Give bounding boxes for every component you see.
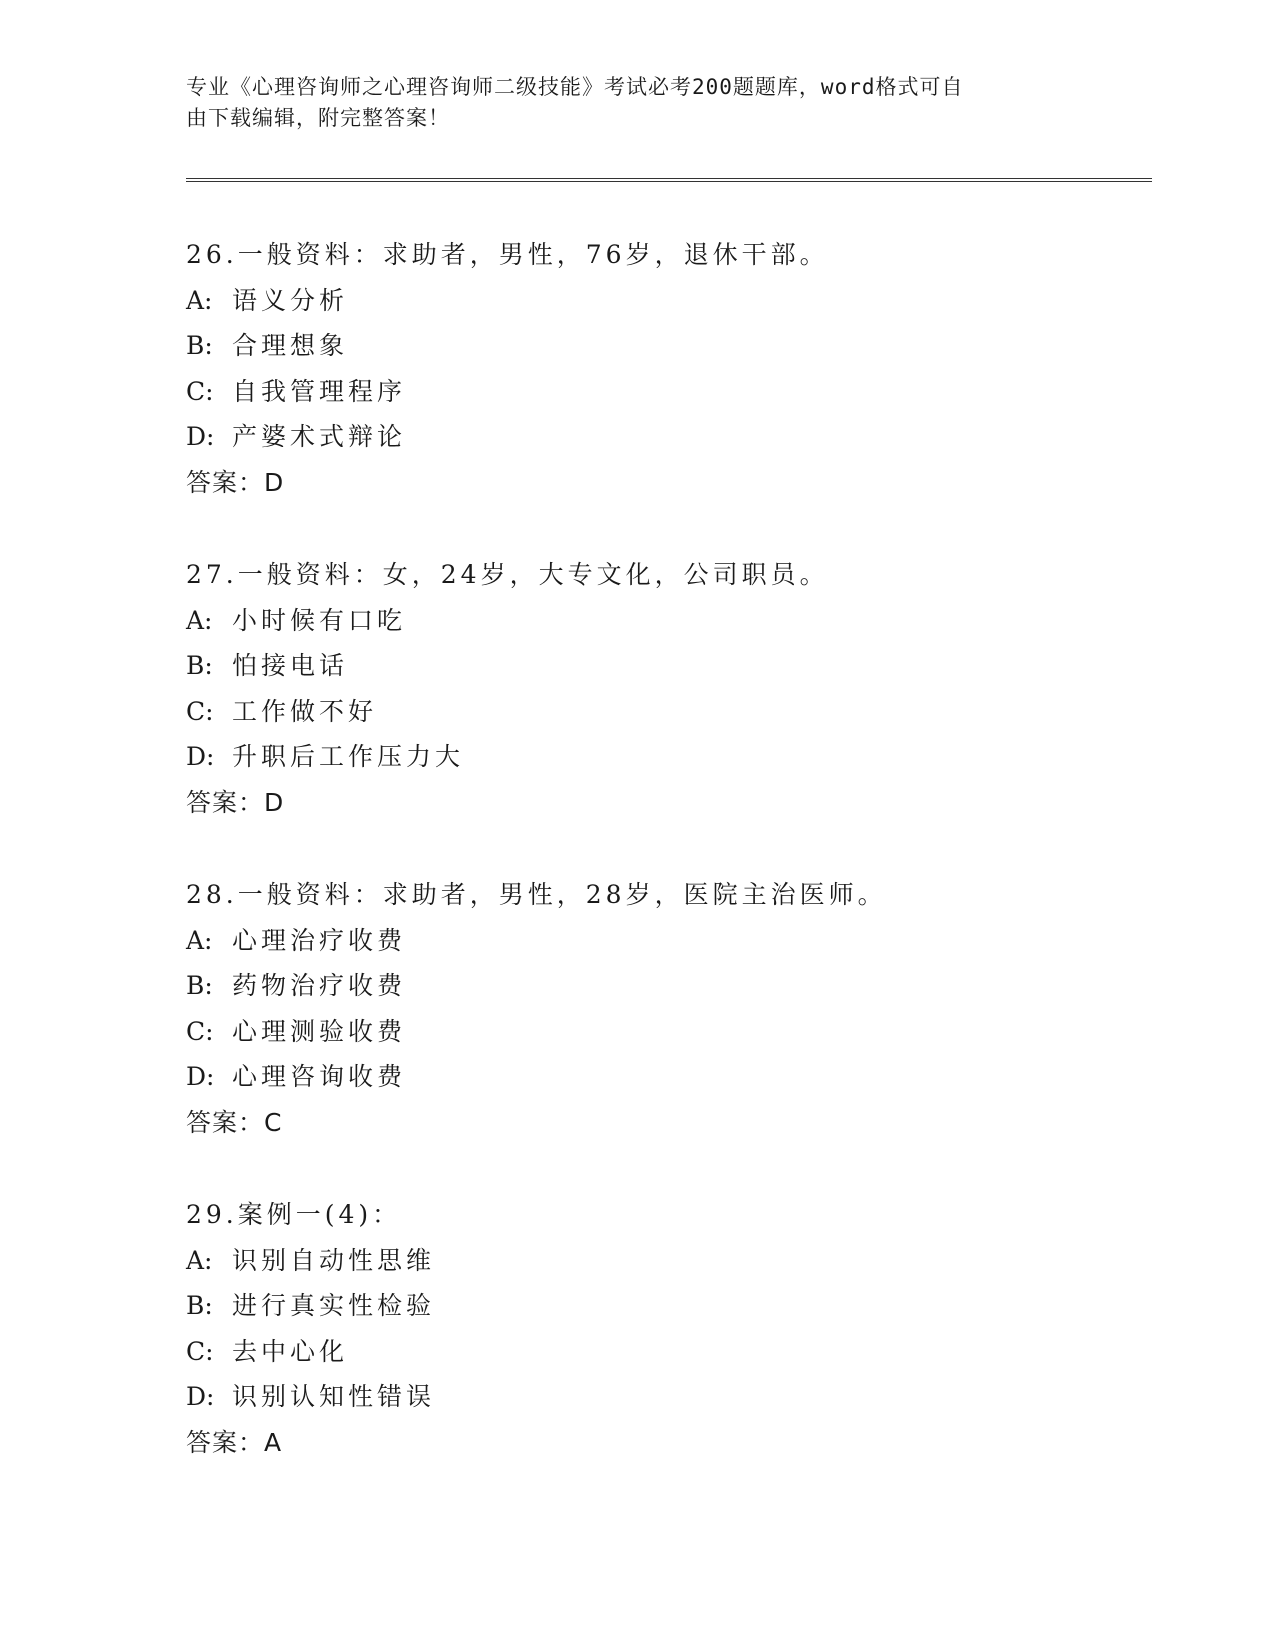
option-label: D: — [186, 1062, 215, 1092]
option-c — [186, 689, 1186, 735]
question-27 — [186, 552, 1186, 872]
option-text: 产婆术式辩论 — [232, 422, 407, 452]
question-stem: 28.一般资料：求助者，男性，28岁，医院主治医师。 — [186, 880, 887, 909]
document-header — [186, 72, 1066, 134]
option-label: D: — [186, 422, 215, 452]
option-text: 去中心化 — [232, 1336, 349, 1366]
option-c — [186, 1009, 1186, 1055]
option-label: B: — [186, 1291, 213, 1321]
option-b — [186, 323, 1186, 369]
header-line-2: 由下载编辑，附完整答案！ — [186, 106, 450, 130]
option-text: 升职后工作压力大 — [232, 742, 465, 772]
question-stem: 29.案例一(4)： — [186, 1200, 402, 1229]
header-line-1: 专业《心理咨询师之心理咨询师二级技能》考试必考200题题库，word格式可自 — [186, 75, 964, 99]
answer-line: 答案：D — [186, 467, 285, 497]
option-text: 药物治疗收费 — [232, 971, 407, 1001]
option-label: C: — [186, 1016, 214, 1046]
option-d — [186, 414, 1186, 460]
option-text: 语义分析 — [232, 285, 349, 315]
option-label: C: — [186, 696, 214, 726]
option-d — [186, 1374, 1186, 1420]
option-label: A: — [186, 605, 213, 635]
option-text: 进行真实性检验 — [232, 1291, 436, 1321]
option-label: C: — [186, 1336, 214, 1366]
option-label: B: — [186, 971, 213, 1001]
option-label: A: — [186, 925, 213, 955]
option-label: C: — [186, 376, 214, 406]
option-d — [186, 734, 1186, 780]
option-label: B: — [186, 651, 213, 681]
option-text: 怕接电话 — [232, 651, 349, 681]
question-26 — [186, 232, 1186, 552]
option-a — [186, 278, 1186, 324]
question-stem: 27.一般资料：女，24岁，大专文化，公司职员。 — [186, 560, 829, 589]
option-text: 合理想象 — [232, 331, 349, 361]
option-b — [186, 643, 1186, 689]
option-b — [186, 963, 1186, 1009]
answer-line: 答案：C — [186, 1107, 283, 1137]
option-text: 识别自动性思维 — [232, 1245, 436, 1275]
question-list — [186, 232, 1186, 1512]
option-text: 心理治疗收费 — [232, 925, 407, 955]
option-d — [186, 1054, 1186, 1100]
question-29 — [186, 1192, 1186, 1512]
question-28 — [186, 872, 1186, 1192]
option-label: A: — [186, 285, 213, 315]
option-text: 工作做不好 — [232, 696, 378, 726]
option-text: 心理咨询收费 — [232, 1062, 407, 1092]
option-a — [186, 918, 1186, 964]
option-text: 识别认知性错误 — [232, 1382, 436, 1412]
option-c — [186, 369, 1186, 415]
option-b — [186, 1283, 1186, 1329]
option-label: A: — [186, 1245, 213, 1275]
answer-line: 答案：A — [186, 1427, 283, 1457]
option-text: 小时候有口吃 — [232, 605, 407, 635]
option-text: 自我管理程序 — [232, 376, 407, 406]
question-stem: 26.一般资料：求助者，男性，76岁，退休干部。 — [186, 240, 829, 269]
option-a — [186, 1238, 1186, 1284]
option-a — [186, 598, 1186, 644]
option-label: D: — [186, 742, 215, 772]
answer-line: 答案：D — [186, 787, 285, 817]
option-label: D: — [186, 1382, 215, 1412]
header-divider — [186, 178, 1152, 182]
option-text: 心理测验收费 — [232, 1016, 407, 1046]
option-label: B: — [186, 331, 213, 361]
option-c — [186, 1329, 1186, 1375]
